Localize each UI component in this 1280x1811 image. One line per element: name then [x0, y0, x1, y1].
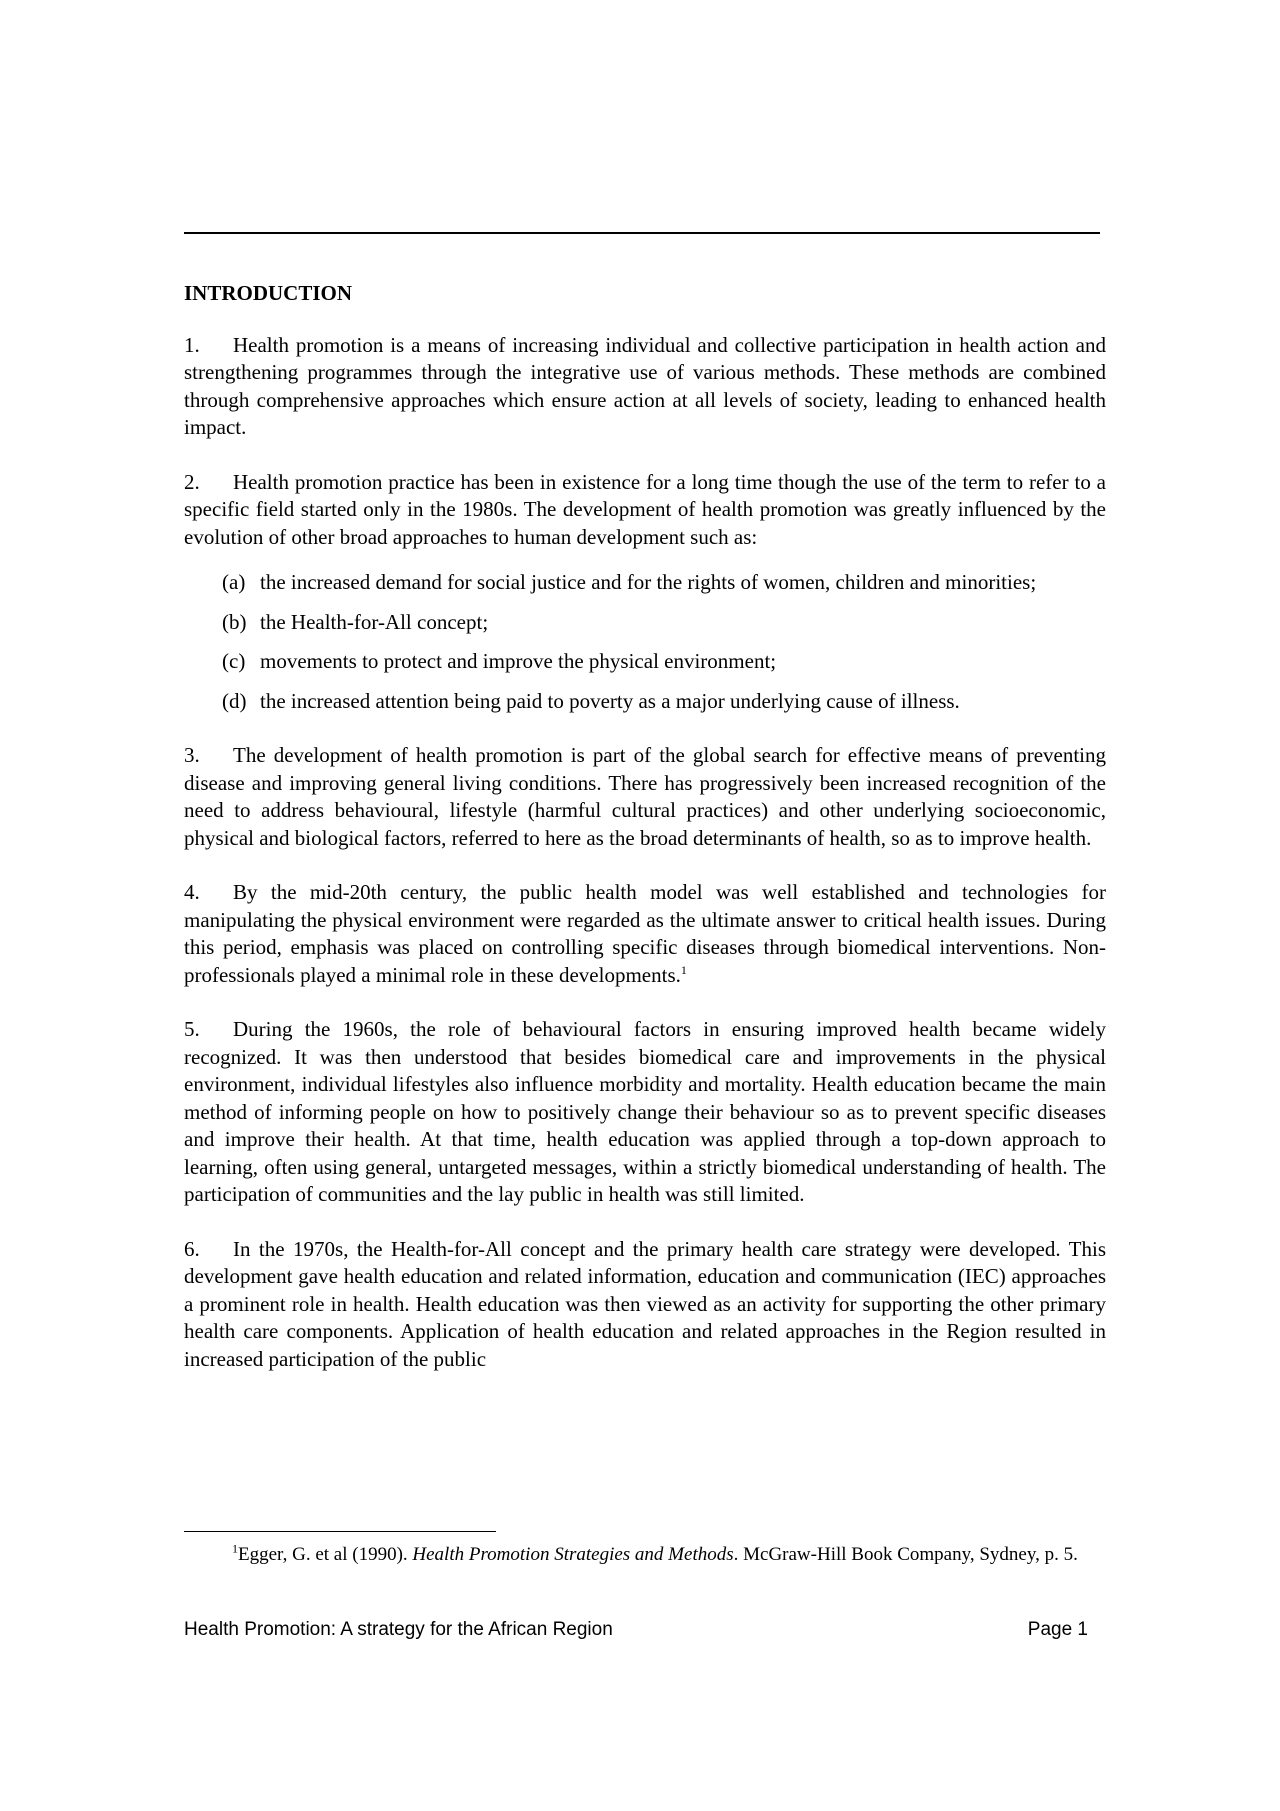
paragraph-text: The development of health promotion is part of the global search for effective means of preventing disease and improving general living conditions. There has progressively been increased recognition of the need to address behavioural, lifestyle (harmful cultural practices) and other underlying socioeconomic, physical and biological factors, referred to here as the broad determinants of health, so as to improve health.	[184, 743, 1106, 850]
paragraph-3	[184, 742, 1106, 852]
list-item-text: movements to protect and improve the physical environment;	[260, 649, 777, 673]
paragraph-number: 3.	[184, 743, 200, 767]
header-rule	[184, 232, 1100, 234]
list-item	[222, 569, 1106, 597]
list-marker: (b)	[222, 609, 247, 634]
list-item-text: the increased attention being paid to poverty as a major underlying cause of illness.	[260, 688, 960, 713]
footnote	[184, 1542, 1106, 1568]
footnote-author: Egger, G. et al (1990).	[238, 1544, 413, 1565]
paragraph-number: 2.	[184, 469, 200, 494]
paragraph-text: Health promotion is a means of increasing individual and collective participation in health action and strengthening programmes through the integrative use of various methods. These methods are combined through comprehensive approaches which ensure action at all levels of society, leading to enhanced health impact.	[184, 332, 1106, 439]
paragraph-4	[184, 879, 1106, 989]
influences-list	[222, 569, 1106, 715]
list-item	[222, 688, 1106, 716]
paragraph-6	[184, 1236, 1106, 1374]
list-item-text: the Health-for-All concept;	[260, 609, 489, 634]
footnote-reference: 1	[680, 962, 687, 977]
paragraph-2	[184, 469, 1106, 552]
section-heading: INTRODUCTION	[184, 281, 353, 305]
footnote-title: Health Promotion Strategies and Methods	[412, 1544, 734, 1565]
paragraph-text: In the 1970s, the Health-for-All concept and the primary health care strategy were developed. This development gave health education and related information, education and communication (IEC) approaches a prominent role in health. Health education was then viewed as an activity for supporting the other primary health care components. Application of health education and related approaches in the Region resulted in increased participation of the public	[184, 1236, 1106, 1371]
footer-document-title: Health Promotion: A strategy for the African Region	[184, 1619, 613, 1640]
paragraph-text: By the mid-20th century, the public health model was well established and technologies for manipulating the physical environment were regarded as the ultimate answer to critical health issues. During this period, emphasis was placed on controlling specific diseases through biomedical interventions. Non-professionals played a minimal role in these developments.	[184, 880, 1106, 987]
footer-page-number: Page 1	[1027, 1619, 1088, 1640]
list-marker: (c)	[222, 649, 246, 673]
paragraph-number: 4.	[184, 880, 200, 904]
list-item	[222, 648, 1106, 676]
list-marker: (a)	[222, 570, 246, 594]
footnote-separator	[184, 1531, 496, 1532]
list-marker: (d)	[222, 688, 247, 713]
paragraph-number: 5.	[184, 1017, 200, 1041]
paragraph-5	[184, 1016, 1106, 1209]
document-body	[184, 280, 1106, 1400]
page-footer	[184, 1619, 1088, 1641]
paragraph-number: 6.	[184, 1236, 200, 1261]
list-item	[222, 609, 1106, 637]
list-item-text: the increased demand for social justice and for the rights of women, children and minorities;	[260, 570, 1037, 594]
paragraph-text: Health promotion practice has been in existence for a long time though the use of the term to refer to a specific field started only in the 1980s. The development of health promotion was greatly influenced by the evolution of other broad approaches to human development such as:	[184, 469, 1106, 549]
paragraph-1	[184, 332, 1106, 442]
footnote-publisher: . McGraw-Hill Book Company, Sydney, p. 5.	[733, 1544, 1078, 1565]
paragraph-text: During the 1960s, the role of behavioural factors in ensuring improved health became widely recognized. It was then understood that besides biomedical care and improvements in the physical environment, individual lifestyles also influence morbidity and mortality. Health education became the main method of informing people on how to positively change their behaviour so as to prevent specific diseases and improve their health. At that time, health education was applied through a top-down approach to learning, often using general, untargeted messages, within a strictly biomedical understanding of health. The participation of communities and the lay public in health was still limited.	[184, 1017, 1106, 1206]
footnote-marker: 1	[232, 1541, 238, 1556]
paragraph-number: 1.	[184, 332, 200, 357]
